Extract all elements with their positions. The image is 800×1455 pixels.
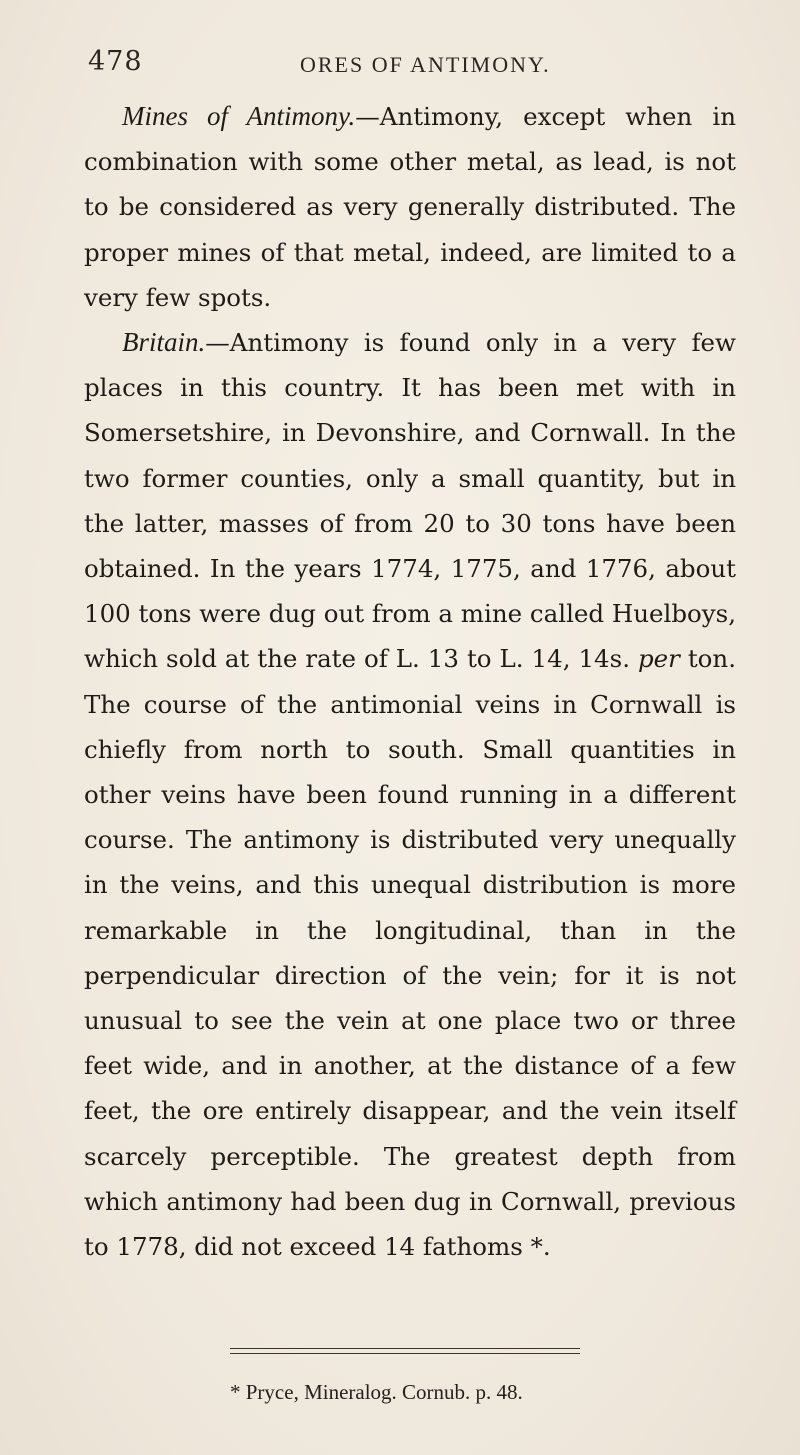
paragraph-text: —Antimony is found only in a very few places in this country. It has been met with in Somersetshire, in Devonshire, and Cornwall. In the two former counties, only a small quantity, but in the latter, masses of from 20 to 30 tons have been obtained. In the years 1774, 1775, and 1776, about 100 tons were dug out from a mine called Huelboys, which sold at the rate of L. 13 to L. 14, 14s. xyxy=(84,328,737,674)
run-in-heading: Mines of Antimony. xyxy=(122,101,356,131)
paragraph-mines-of-antimony xyxy=(84,94,736,320)
page-number: 478 xyxy=(88,46,143,77)
paragraph-text: ton. The course of the antimonial veins in Cornwall is chiefly from north to south. Small quantities in other veins have been found running in a different course. The antimony is distributed very unequally in the veins, and this unequal distribution is more remarkable in the longitudinal, than in the perpendicular direction of the vein; for it is not unusual to see the vein at one place two or three feet wide, and in another, at the distance of a few feet, the ore entirely disappear, and the vein itself scarcely perceptible. The greatest depth from which antimony had been dug in Cornwall, previous to 1778, did not exceed 14 fathoms *. xyxy=(84,644,737,1262)
italic-word: per xyxy=(637,644,680,674)
footnote: * Pryce, Mineralog. Cornub. p. 48. xyxy=(230,1380,523,1404)
body-text xyxy=(84,94,736,1269)
footnote-rule xyxy=(230,1348,580,1354)
running-head: ORES OF ANTIMONY. xyxy=(300,52,551,77)
paragraph-text: —Antimony, except when in combination with some other metal, as lead, is not to be considered as very generally distributed. The proper mines of that metal, indeed, are limited to a very few spots. xyxy=(84,102,736,312)
paragraph-britain xyxy=(84,320,736,1269)
run-in-heading: Britain. xyxy=(122,327,206,358)
page-header xyxy=(88,46,728,86)
